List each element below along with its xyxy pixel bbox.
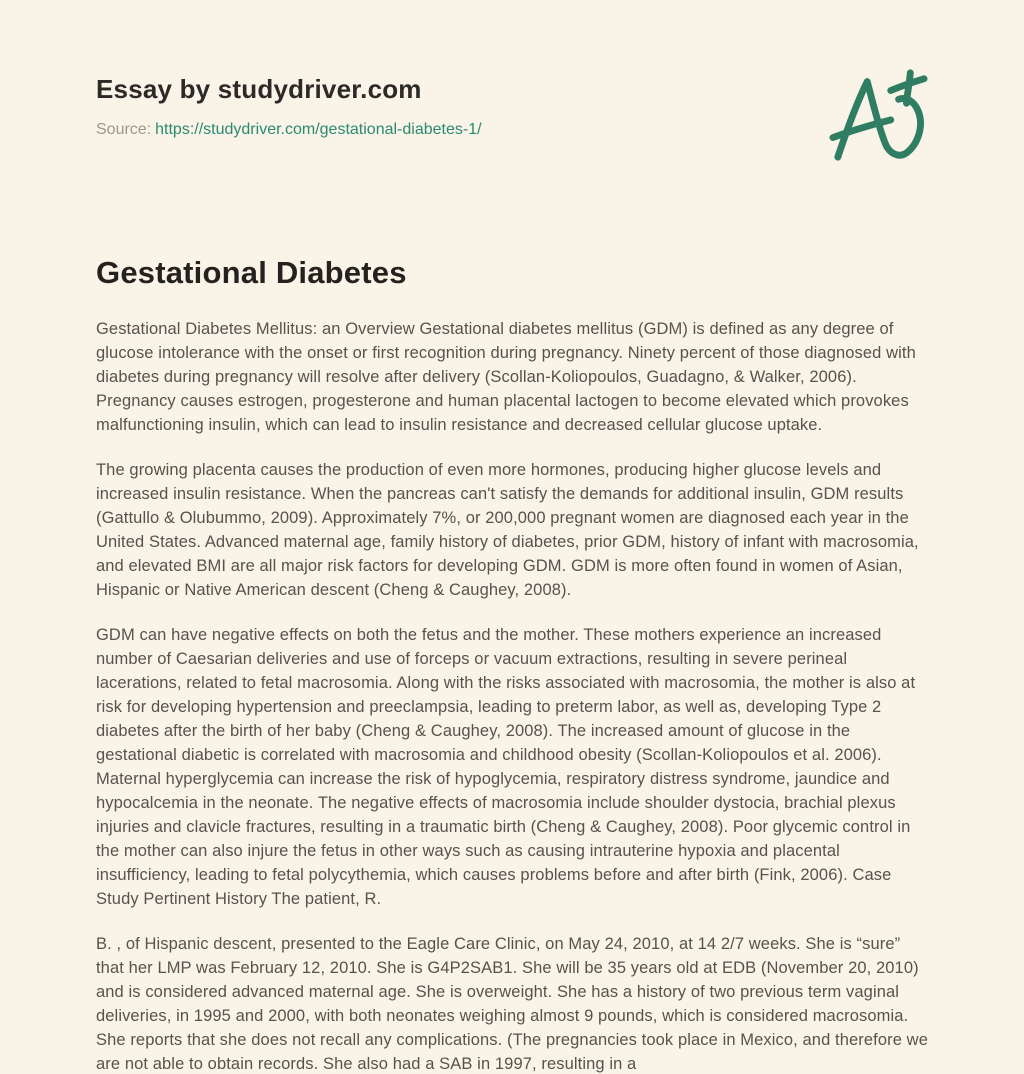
header-text-block [96, 74, 482, 140]
source-label: Source: [96, 121, 152, 139]
source-link[interactable]: https://studydriver.com/gestational-diabetes-1/ [155, 121, 482, 139]
a-plus-logo-icon [828, 66, 928, 164]
essay-paragraph-1: Gestational Diabetes Mellitus: an Overview Gestational diabetes mellitus (GDM) is defined as any degree of glucose intolerance with the onset or first recognition during pregnancy. Ninety percent of those diagnosed with diabetes during pregnancy will resolve after delivery (Scollan-Koliopoulos, Guadagno, & Walker, 2006). Pregnancy causes estrogen, progesterone and human placental lactogen to become elevated which provokes malfunctioning insulin, which can lead to insulin resistance and decreased cellular glucose uptake. [96, 320, 916, 435]
essay-title: Gestational Diabetes [96, 255, 407, 290]
site-heading: Essay by studydriver.com [96, 74, 422, 104]
page-header [96, 74, 928, 170]
essay-content [96, 256, 928, 1074]
essay-body [96, 317, 928, 1074]
source-line [96, 120, 482, 140]
essay-paragraph-2: The growing placenta causes the production of even more hormones, producing higher glucose levels and increased insulin resistance. When the pancreas can't satisfy the demands for additional insulin, GDM results (Gattullo & Olubummo, 2009). Approximately 7%, or 200,000 pregnant women are diagnosed each year in the United States. Advanced maternal age, family history of diabetes, prior GDM, history of infant with macrosomia, and elevated BMI are all major risk factors for developing GDM. GDM is more often found in women of Asian, Hispanic or Native American descent (Cheng & Caughey, 2008). [96, 461, 919, 600]
essay-paragraph-3: GDM can have negative effects on both the fetus and the mother. These mothers experience an increased number of Caesarian deliveries and use of forceps or vacuum extractions, resulting in severe perineal lacerations, related to fetal macrosomia. Along with the risks associated with macrosomia, the mother is also at risk for developing hypertension and preeclampsia, leading to preterm labor, as well as, developing Type 2 diabetes after the birth of her baby (Cheng & Caughey, 2008). The increased amount of glucose in the gestational diabetic is correlated with macrosomia and childhood obesity (Scollan-Koliopoulos et al. 2006). Maternal hyperglycemia can increase the risk of hypoglycemia, respiratory distress syndrome, jaundice and hypocalcemia in the neonate. The negative effects of macrosomia include shoulder dystocia, brachial plexus injuries and clavicle fractures, resulting in a traumatic birth (Cheng & Caughey, 2008). Poor glycemic control in the mother can also injure the fetus in other ways such as causing intrauterine hypoxia and placental insufficiency, leading to fetal polycythemia, which causes problems before and after birth (Fink, 2006). Case Study Pertinent History The patient, R. [96, 626, 916, 909]
studydriver-logo [828, 66, 928, 164]
essay-paragraph-4: B. , of Hispanic descent, presented to the Eagle Care Clinic, on May 24, 2010, at 14 2/7 weeks. She is “sure” that her LMP was February 12, 2010. She is G4P2SAB1. She will be 35 years old at EDB (November 20, 2010) and is considered advanced maternal age. She is overweight. She has a history of two previous term vaginal deliveries, in 1995 and 2000, with both neonates weighing almost 9 pounds, which is considered macrosomia. She reports that she does not recall any complications. (The pregnancies took place in Mexico, and therefore we are not able to obtain records. She also had a SAB in 1997, resulting in a [96, 935, 928, 1074]
